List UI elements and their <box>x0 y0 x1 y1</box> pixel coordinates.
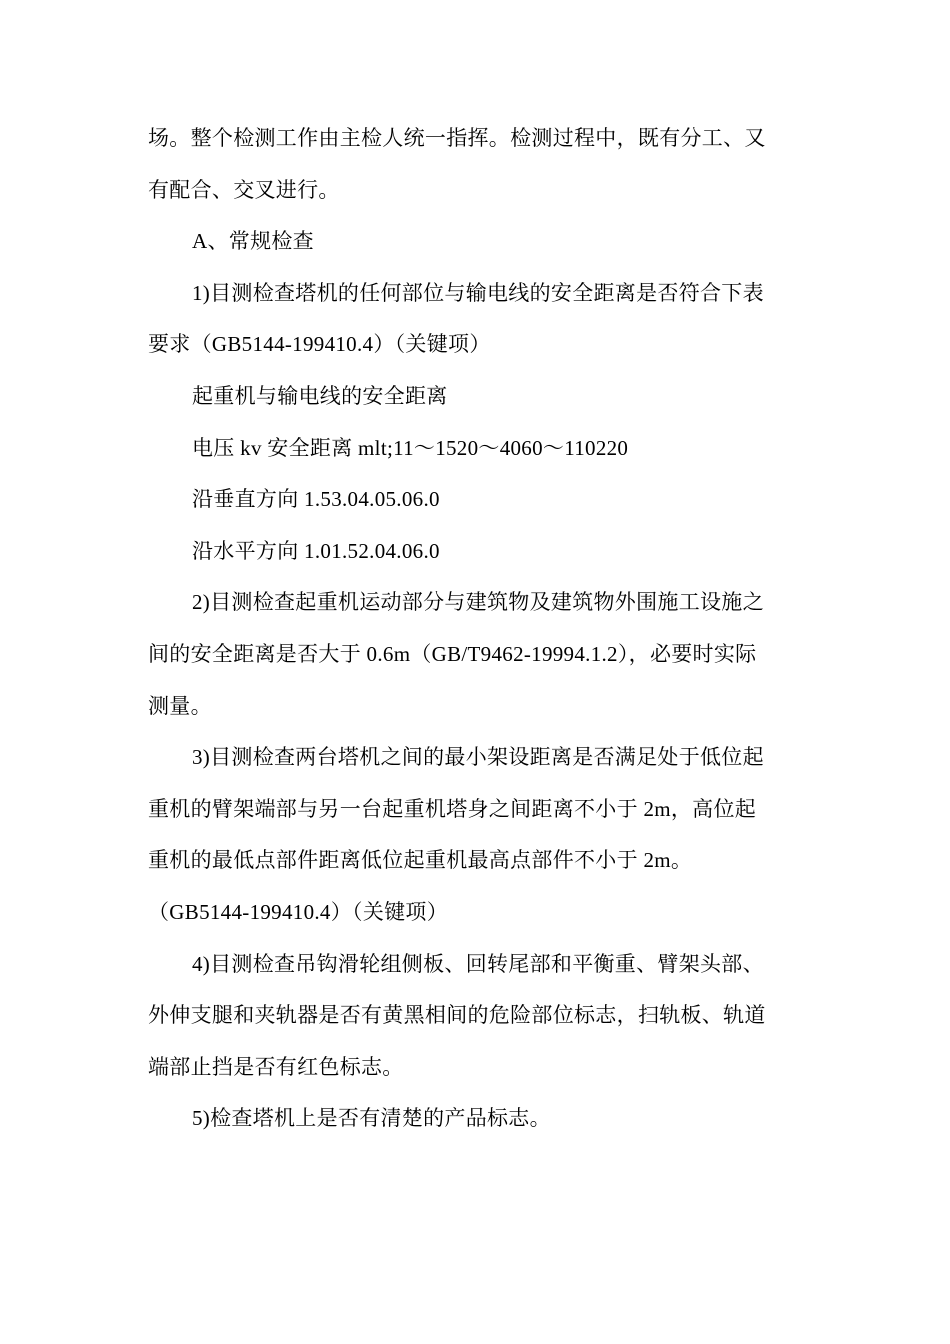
paragraph-item-3 <box>148 732 808 938</box>
text-line: 电压 kv 安全距离 mlt;11～1520～4060～110220 <box>192 435 629 460</box>
document-body <box>148 113 808 1145</box>
text-line: （GB5144-199410.4）（关键项） <box>148 899 449 924</box>
text-line: 有配合、交叉进行。 <box>148 177 340 202</box>
section-heading-routine-check <box>148 216 808 268</box>
text-line: 测量。 <box>148 693 212 718</box>
paragraph-item-4 <box>148 939 808 1094</box>
paragraph-item-2 <box>148 577 808 732</box>
text-line: 间的安全距离是否大于 0.6m（GB/T9462-19994.1.2），必要时实际 <box>148 641 757 666</box>
text-line: 场。整个检测工作由主检人统一指挥。检测过程中，既有分工、又 <box>148 126 766 150</box>
table-row-horizontal <box>148 526 808 578</box>
text-line: 2)目测检查起重机运动部分与建筑物及建筑物外围施工设施之 <box>192 590 764 615</box>
text-line: 端部止挡是否有红色标志。 <box>148 1054 404 1079</box>
paragraph-intro-continuation <box>148 113 808 216</box>
paragraph-item-1 <box>148 268 808 371</box>
text-line: 要求（GB5144-199410.4）（关键项） <box>148 332 491 357</box>
text-line: 重机的臂架端部与另一台起重机塔身之间距离不小于 2m，高位起 <box>148 796 757 821</box>
text-line: 沿垂直方向 1.53.04.05.06.0 <box>192 487 440 512</box>
text-line: 4)目测检查吊钩滑轮组侧板、回转尾部和平衡重、臂架头部、 <box>192 951 764 976</box>
table-title-safety-distance <box>148 371 808 423</box>
text-line: 1)目测检查塔机的任何部位与输电线的安全距离是否符合下表 <box>192 280 764 305</box>
paragraph-item-5 <box>148 1093 808 1145</box>
table-row-voltage <box>148 423 808 475</box>
text-line: A、常规检查 <box>192 229 314 254</box>
text-line: 起重机与输电线的安全距离 <box>192 383 448 408</box>
text-line: 5)检查塔机上是否有清楚的产品标志。 <box>192 1106 551 1131</box>
text-line: 外伸支腿和夹轨器是否有黄黑相间的危险部位标志，扫轨板、轨道 <box>148 1003 766 1028</box>
text-line: 3)目测检查两台塔机之间的最小架设距离是否满足处于低位起 <box>192 745 764 770</box>
text-line: 重机的最低点部件距离低位起重机最高点部件不小于 2m。 <box>148 848 693 873</box>
text-line: 沿水平方向 1.01.52.04.06.0 <box>192 538 440 563</box>
table-row-vertical <box>148 474 808 526</box>
